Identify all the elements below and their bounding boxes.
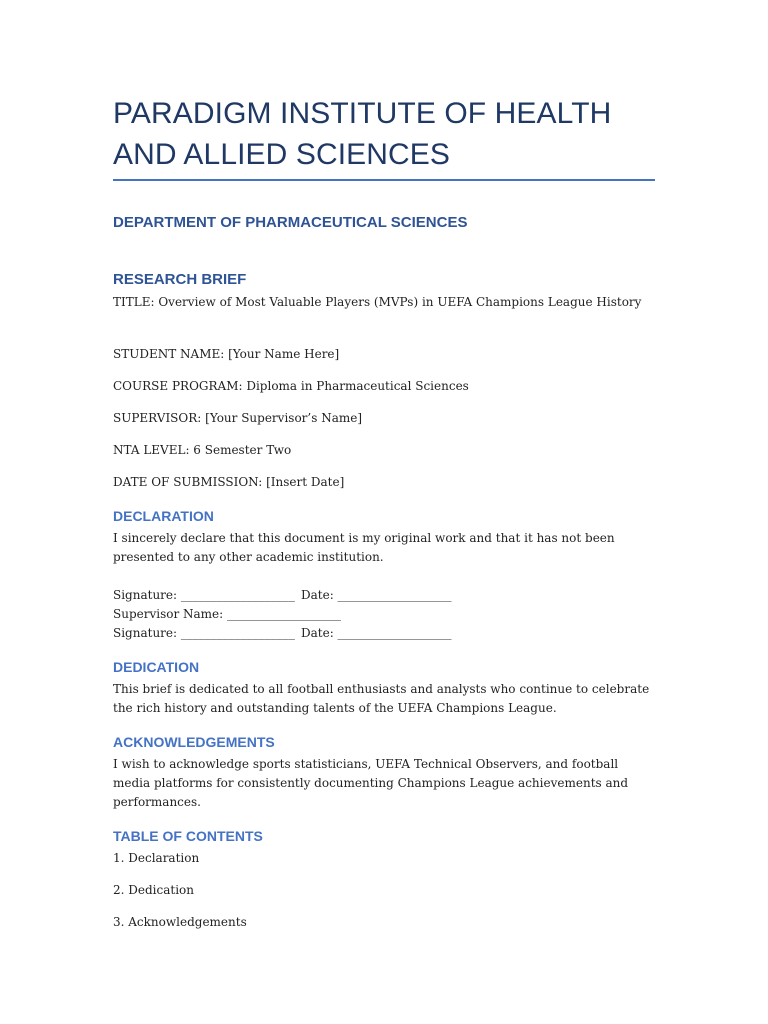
signature-line: Signature: ___________________	[113, 588, 295, 602]
title-underline	[113, 179, 655, 181]
date-line: Date: ___________________	[301, 626, 452, 640]
toc-item-declaration: 1. Declaration	[113, 851, 200, 865]
dedication-text: This brief is dedicated to all football enthusiasts and analysts who continue to celebrate the rich history and outstanding talents of the UEFA Champions League.	[113, 682, 650, 715]
document-title: PARADIGM INSTITUTE OF HEALTH AND ALLIED SCIENCES	[113, 97, 612, 171]
dedication-heading: DEDICATION	[113, 659, 200, 675]
acknowledgements-text: I wish to acknowledge sports statisticians, UEFA Technical Observers, and football media platforms for consistently documenting Champions League achievements and performances.	[113, 757, 629, 809]
toc-item-dedication: 2. Dedication	[113, 883, 194, 897]
date-line: Date: ___________________	[301, 588, 452, 602]
supervisor: SUPERVISOR: [Your Supervisor’s Name]	[113, 411, 363, 425]
toc-item-acknowledgements: 3. Acknowledgements	[113, 915, 247, 929]
declaration-text: I sincerely declare that this document is my original work and that it has not been presented to any other academic institution.	[113, 531, 615, 564]
student-name: STUDENT NAME: [Your Name Here]	[113, 347, 340, 361]
table-of-contents-heading: TABLE OF CONTENTS	[113, 828, 263, 844]
supervisor-name-line: Supervisor Name: ___________________	[113, 607, 342, 621]
department-heading: DEPARTMENT OF PHARMACEUTICAL SCIENCES	[113, 214, 468, 231]
brief-title: TITLE: Overview of Most Valuable Players (MVPs) in UEFA Champions League History	[113, 295, 642, 309]
date-of-submission: DATE OF SUBMISSION: [Insert Date]	[113, 475, 345, 489]
declaration-heading: DECLARATION	[113, 508, 214, 524]
research-brief-heading: RESEARCH BRIEF	[113, 271, 247, 288]
acknowledgements-heading: ACKNOWLEDGEMENTS	[113, 734, 275, 750]
course-program: COURSE PROGRAM: Diploma in Pharmaceutical Sciences	[113, 379, 469, 393]
nta-level: NTA LEVEL: 6 Semester Two	[113, 443, 292, 457]
signature-line: Signature: ___________________	[113, 626, 295, 640]
